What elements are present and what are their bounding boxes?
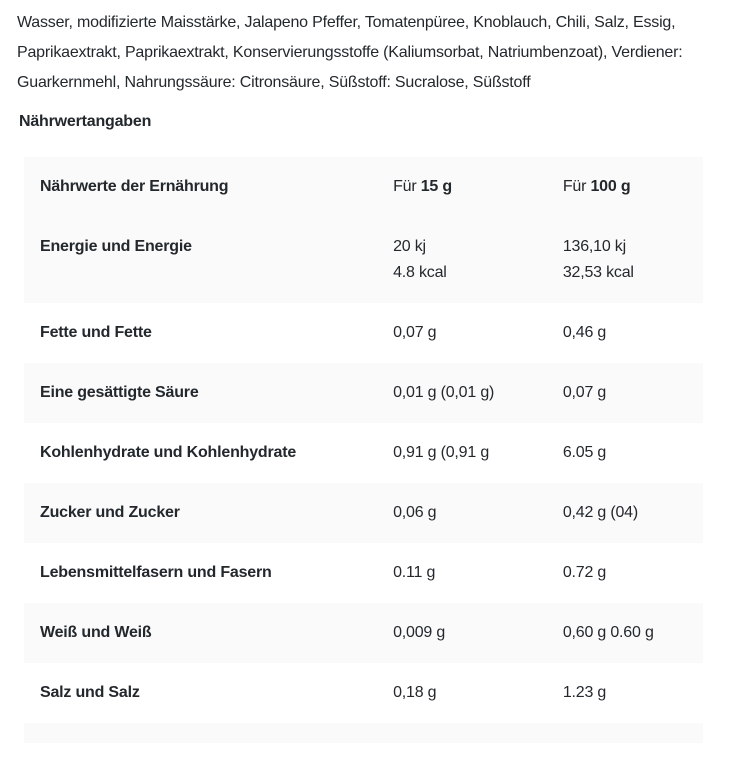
- table-row-carbohydrates: [24, 423, 703, 483]
- header-per-100g-amount: 100 g: [590, 178, 631, 195]
- row-value-100g: [547, 217, 703, 303]
- ingredients-line: Guarkernmehl, Nahrungssäure: Citronsäure, Süßstoff: Sucralose, Süßstoff: [17, 74, 531, 91]
- nutrition-header-row: [24, 157, 703, 217]
- header-per-15g: [377, 157, 547, 217]
- table-row-fat: [24, 303, 703, 363]
- row-label: Kohlenhydrate und Kohlenhydrate: [24, 423, 377, 483]
- row-value-100g: 6.05 g: [547, 423, 703, 483]
- table-row-fiber: [24, 543, 703, 603]
- table-row-salt: [24, 663, 703, 723]
- table-row-saturated-fat: [24, 363, 703, 423]
- ingredients-line: Wasser, modifizierte Maisstärke, Jalapeno Pfeffer, Tomatenpüree, Knoblauch, Chili, Salz, Essig,: [17, 14, 676, 31]
- row-label: Fette und Fette: [24, 303, 377, 363]
- row-label: Weiß und Weiß: [40, 624, 152, 641]
- row-value-100g: 0,46 g: [547, 303, 703, 363]
- row-value-15g: 0,009 g: [393, 624, 446, 641]
- table-row-energy: [24, 217, 703, 303]
- row-value-100g: 0,07 g: [562, 384, 607, 401]
- value-kj: 20 kj: [393, 238, 426, 255]
- value-kj: 136,10 kj: [562, 238, 626, 255]
- row-value-15g: 0,07 g: [377, 303, 547, 363]
- header-per-15g-amount: 15 g: [420, 178, 452, 195]
- ingredients-line: Paprikaextrakt, Paprikaextrakt, Konservierungsstoffe (Kaliumsorbat, Natriumbenzoat), Verdiener:: [17, 44, 683, 61]
- value-kcal: 32,53 kcal: [562, 264, 634, 281]
- header-per-100g-prefix: Für: [562, 178, 591, 195]
- table-row-sugar: [24, 483, 703, 543]
- row-value-100g: 0,42 g (04): [562, 504, 639, 521]
- table-row-protein: [24, 603, 703, 663]
- row-value-100g: 1.23 g: [547, 663, 703, 723]
- row-value-15g: [377, 217, 547, 303]
- row-value-100g: 0,60 g 0.60 g: [562, 624, 654, 641]
- ingredients-paragraph: [17, 8, 730, 98]
- row-value-15g: 0,01 g (0,01 g): [393, 384, 495, 401]
- row-label: Salz und Salz: [24, 663, 377, 723]
- row-label: Lebensmittelfasern und Fasern: [24, 543, 377, 603]
- row-value-15g: 0.11 g: [377, 543, 547, 603]
- nutrition-table-container: [24, 157, 703, 743]
- row-value-15g: 0,06 g: [393, 504, 437, 521]
- row-label: Energie und Energie: [40, 238, 192, 255]
- row-value-100g: 0.72 g: [547, 543, 703, 603]
- header-per-100g: [547, 157, 703, 217]
- value-kcal: 4.8 kcal: [393, 264, 447, 281]
- row-value-15g: 0,91 g (0,91 g: [377, 423, 547, 483]
- nutrition-table: [24, 157, 703, 723]
- nutrition-section-heading: Nährwertangaben: [19, 113, 152, 130]
- row-label: Eine gesättigte Säure: [40, 384, 199, 401]
- row-value-15g: 0,18 g: [377, 663, 547, 723]
- row-label: Zucker und Zucker: [40, 504, 180, 521]
- header-nutrients-label: Nährwerte der Ernährung: [40, 178, 229, 195]
- header-per-15g-prefix: Für: [393, 178, 421, 195]
